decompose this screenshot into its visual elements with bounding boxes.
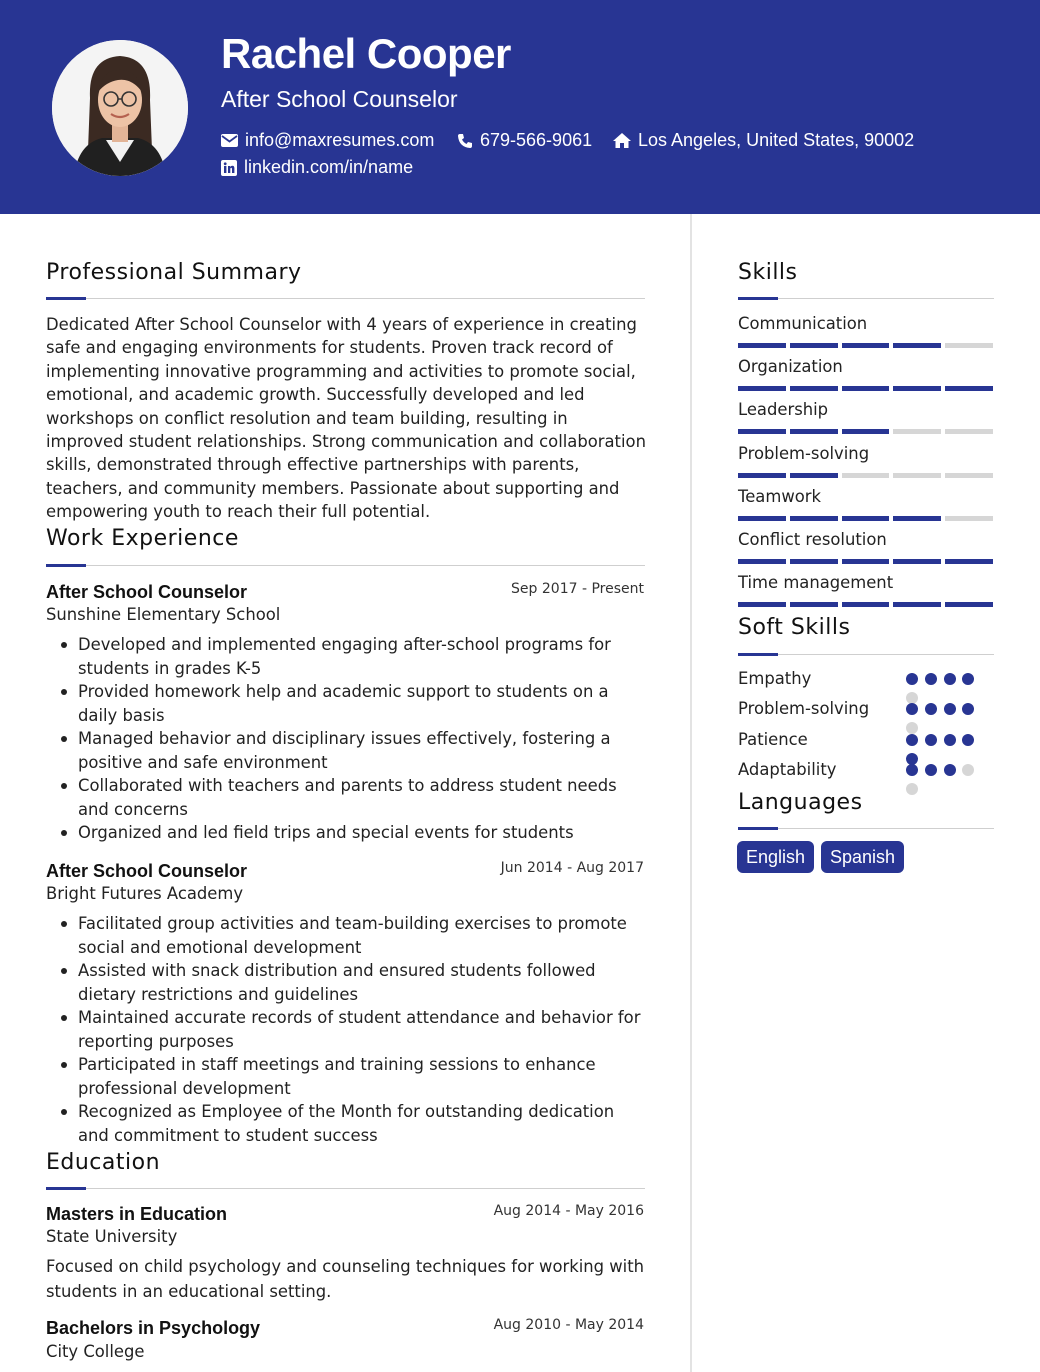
bullet-item: Organized and led field trips and special events for students [78, 821, 650, 845]
soft-skill-level-dot [962, 703, 974, 715]
skill-name: Conflict resolution [738, 530, 887, 549]
summary-rule [46, 298, 645, 299]
soft-skill-level-dot [906, 783, 918, 795]
contact-phone[interactable] [457, 130, 592, 151]
bullet-item: Collaborated with teachers and parents to address student needs and concerns [78, 774, 650, 821]
skill-level-segment [893, 516, 941, 521]
bullet-item: Participated in staff meetings and training sessions to enhance professional development [78, 1053, 650, 1100]
soft-skill-level-dot [906, 753, 918, 765]
soft-skill-level-dot [962, 734, 974, 746]
skill-level-segment [945, 559, 993, 564]
linkedin-icon [221, 160, 237, 176]
soft-skill-level-dot [906, 673, 918, 685]
job-organization: Bright Futures Academy [46, 884, 244, 903]
job-title: After School Counselor [46, 861, 248, 881]
soft-skills-accent [738, 653, 778, 656]
skill-level-segment [945, 386, 993, 391]
languages-accent [738, 827, 778, 830]
home-icon [613, 133, 631, 148]
skill-level-segment [893, 473, 941, 478]
skill-name: Communication [738, 314, 868, 333]
skill-level-segment [893, 343, 941, 348]
soft-skill-level-dot [944, 703, 956, 715]
summary-heading: Professional Summary [46, 260, 302, 285]
school-name: City College [46, 1342, 145, 1361]
languages-heading: Languages [738, 790, 863, 815]
degree-title: Bachelors in Psychology [46, 1318, 261, 1338]
skill-level-segment [945, 516, 993, 521]
language-badge: Spanish [821, 841, 904, 873]
candidate-name: Rachel Cooper [221, 30, 511, 77]
soft-skill-level-dot [906, 734, 918, 746]
skill-level-segment [893, 559, 941, 564]
skill-level-segment [893, 429, 941, 434]
skill-level-segment [790, 343, 838, 348]
skill-level-segment [945, 602, 993, 607]
column-divider [690, 214, 692, 1372]
soft-skill-level-dot [925, 764, 937, 776]
skill-level-segment [790, 473, 838, 478]
summary-text: Dedicated After School Counselor with 4 years of experience in creating safe and engaging environments for students. Proven track record of implementing innovative programming and activities to promote social, emotional, and academic growth. Successfully developed and led workshops on conflict resolution and team building, resulting in improved student relationships. Strong communication and collaboration skills, demonstrated through effective partnerships with parents, teachers, and community members. Passionate about supporting and empowering youth to reach their full potential. [46, 315, 646, 522]
skill-level-segment [738, 602, 786, 607]
experience-accent [46, 564, 86, 567]
experience-rule [46, 565, 645, 566]
skill-level-bar [738, 343, 993, 348]
skill-level-segment [842, 343, 890, 348]
skill-level-segment [738, 516, 786, 521]
resume-header [0, 0, 1040, 214]
soft-skill-level-dot [906, 703, 918, 715]
education-date: Aug 2014 - May 2016 [493, 1203, 644, 1219]
contact-linkedin[interactable] [221, 157, 413, 178]
skill-level-segment [738, 343, 786, 348]
skill-level-bar [738, 473, 993, 478]
degree-title: Masters in Education [46, 1204, 228, 1224]
soft-skill-level-dot [906, 692, 918, 704]
skill-level-segment [842, 386, 890, 391]
soft-skill-level-dot [925, 703, 937, 715]
bullet-item: Facilitated group activities and team-building exercises to promote social and emotional development [78, 912, 650, 959]
soft-skill-level-dot [925, 734, 937, 746]
skill-level-segment [842, 559, 890, 564]
skill-name: Problem-solving [738, 443, 870, 463]
skill-level-segment [945, 343, 993, 348]
soft-skill-level-dot [962, 764, 974, 776]
experience-heading: Work Experience [46, 526, 239, 551]
skill-level-segment [738, 559, 786, 564]
job-date: Sep 2017 - Present [511, 581, 644, 597]
soft-skill-name: Adaptability [738, 759, 837, 779]
skill-level-segment [790, 429, 838, 434]
skill-level-segment [738, 473, 786, 478]
education-rule [46, 1188, 645, 1189]
bullet-item: Developed and implemented engaging after-school programs for students in grades K-5 [78, 633, 650, 680]
skill-level-segment [842, 602, 890, 607]
bullet-item: Recognized as Employee of the Month for outstanding dedication and commitment to student success [78, 1100, 650, 1147]
soft-skill-level-dot [906, 722, 918, 734]
skill-level-segment [945, 473, 993, 478]
skill-name: Teamwork [738, 486, 821, 506]
skill-level-segment [842, 429, 890, 434]
soft-skills-heading: Soft Skills [738, 615, 851, 640]
linkedin-text[interactable]: linkedin.com/in/name [244, 157, 414, 177]
bullet-item: Provided homework help and academic support to students on a daily basis [78, 680, 650, 727]
skill-level-segment [790, 602, 838, 607]
soft-skill-name: Patience [738, 729, 808, 749]
skill-level-segment [738, 386, 786, 391]
skill-level-bar [738, 429, 993, 434]
bullet-item: Assisted with snack distribution and ensured students followed dietary restrictions and guidelines [78, 959, 650, 1006]
contact-location [613, 130, 914, 151]
job-bullets [78, 633, 650, 845]
envelope-icon [221, 134, 238, 147]
skill-level-bar [738, 386, 993, 391]
job-title: After School Counselor [46, 582, 248, 602]
soft-skill-level-dot [944, 734, 956, 746]
skill-name: Leadership [738, 400, 829, 420]
soft-skill-level-dot [906, 764, 918, 776]
bullet-item: Managed behavior and disciplinary issues effectively, fostering a positive and safe environment [78, 727, 650, 774]
job-bullets [78, 912, 650, 1147]
skill-name: Time management [738, 573, 894, 593]
skill-level-bar [738, 516, 993, 521]
phone-text[interactable]: 679-566-9061 [480, 130, 593, 150]
skill-level-segment [893, 602, 941, 607]
location-text: Los Angeles, United States, 90002 [638, 130, 915, 150]
skill-level-bar [738, 559, 993, 564]
soft-skill-level-dot [944, 764, 956, 776]
education-date: Aug 2010 - May 2014 [493, 1317, 644, 1333]
email-text[interactable]: info@maxresumes.com [245, 130, 435, 150]
soft-skill-level-dot [944, 673, 956, 685]
contact-email[interactable] [221, 130, 434, 151]
skill-level-segment [738, 429, 786, 434]
phone-icon [457, 133, 473, 149]
bullet-item: Maintained accurate records of student attendance and behavior for reporting purposes [78, 1006, 650, 1053]
profile-photo [52, 40, 188, 176]
candidate-title: After School Counselor [221, 86, 458, 112]
skill-level-segment [945, 429, 993, 434]
school-name: State University [46, 1227, 178, 1246]
skills-accent [738, 297, 778, 300]
education-accent [46, 1187, 86, 1190]
soft-skill-level-dot [925, 673, 937, 685]
skill-level-segment [893, 386, 941, 391]
job-date: Jun 2014 - Aug 2017 [500, 860, 644, 876]
skills-heading: Skills [738, 260, 798, 285]
skill-level-bar [738, 602, 993, 607]
soft-skill-level-dot [962, 673, 974, 685]
skill-name: Organization [738, 357, 843, 377]
summary-accent [46, 297, 86, 300]
skill-level-segment [842, 473, 890, 478]
skill-level-segment [790, 559, 838, 564]
skill-level-segment [842, 516, 890, 521]
language-badge: English [737, 841, 814, 873]
education-description: Focused on child psychology and counseling techniques for working with students in an educational setting. [46, 1257, 645, 1301]
education-heading: Education [46, 1150, 161, 1175]
soft-skill-name: Empathy [738, 669, 812, 688]
job-organization: Sunshine Elementary School [46, 605, 281, 624]
skill-level-segment [790, 516, 838, 521]
skill-level-segment [790, 386, 838, 391]
soft-skill-name: Problem-solving [738, 699, 870, 719]
